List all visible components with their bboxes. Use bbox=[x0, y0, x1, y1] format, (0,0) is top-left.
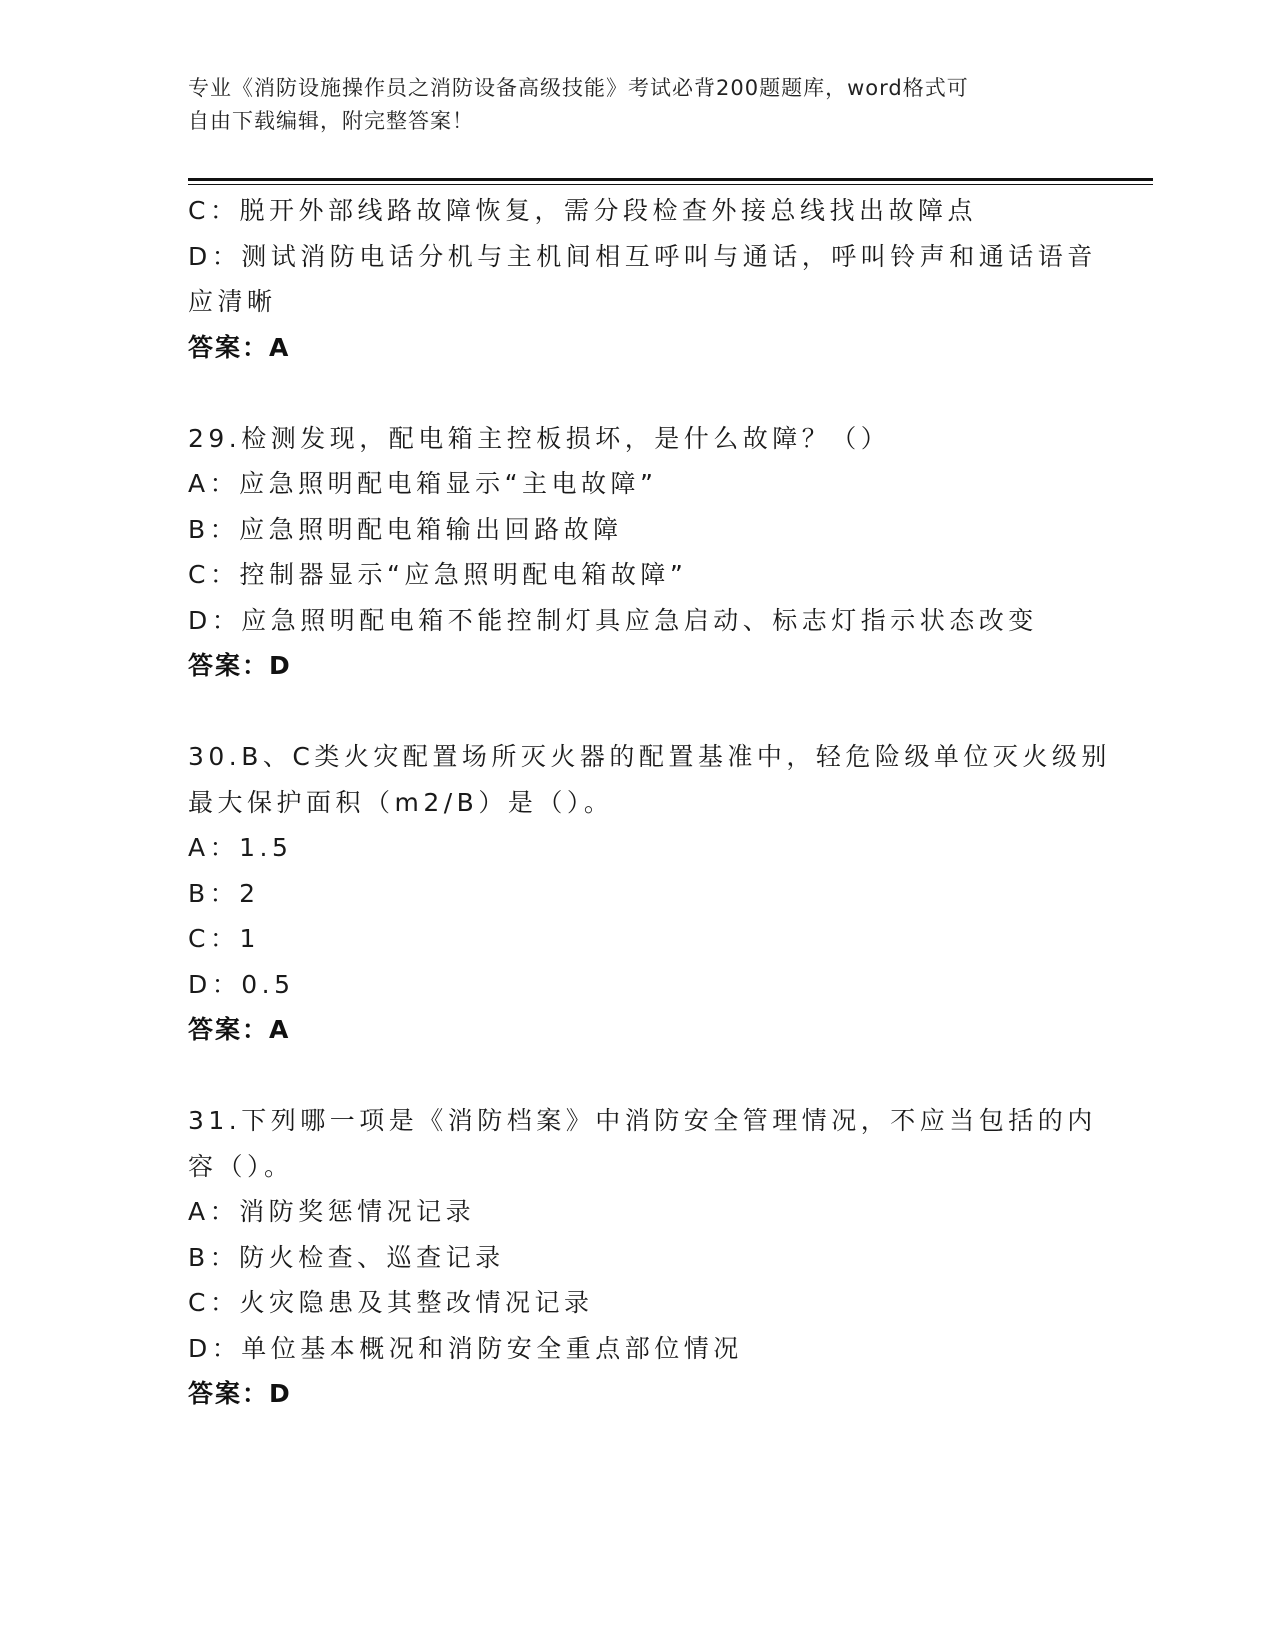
answer-label: 答案： bbox=[188, 332, 270, 362]
answer-line bbox=[188, 643, 1088, 689]
header-rule-thin bbox=[188, 184, 1153, 185]
answer-value: D bbox=[269, 651, 291, 680]
answer-value: D bbox=[269, 1379, 291, 1408]
answer-value: A bbox=[269, 332, 290, 362]
option-d-continued: 应清晰 bbox=[188, 287, 277, 316]
option-a: A：消防奖惩情况记录 bbox=[188, 1197, 476, 1226]
answer-line bbox=[188, 1007, 1088, 1053]
document-header bbox=[188, 72, 1068, 138]
option-d: D：应急照明配电箱不能控制灯具应急启动、标志灯指示状态改变 bbox=[188, 605, 1038, 635]
option-c: C：控制器显示“应急照明配电箱故障” bbox=[188, 560, 688, 589]
option-b: B：应急照明配电箱输出回路故障 bbox=[188, 514, 623, 544]
answer-label: 答案： bbox=[188, 1015, 270, 1044]
question-stem-continued: 容（）。 bbox=[188, 1151, 294, 1181]
question-block-30 bbox=[188, 734, 1111, 1053]
header-rule-thick bbox=[188, 178, 1153, 181]
option-d: D：0.5 bbox=[188, 969, 295, 999]
option-b: B：2 bbox=[188, 878, 260, 908]
header-line-2: 自由下载编辑，附完整答案！ bbox=[188, 109, 474, 133]
answer-value: A bbox=[269, 1015, 290, 1044]
spacer bbox=[188, 689, 1088, 735]
question-stem-continued: 最大保护面积（m2/B）是（）。 bbox=[188, 787, 614, 817]
answer-label: 答案： bbox=[188, 1379, 270, 1408]
answer-line bbox=[188, 1371, 1088, 1417]
option-c: C：脱开外部线路故障恢复，需分段检查外接总线找出故障点 bbox=[188, 196, 977, 225]
answer-label: 答案： bbox=[188, 651, 270, 680]
question-list bbox=[188, 188, 1111, 1417]
option-b: B：防火检查、巡查记录 bbox=[188, 1242, 505, 1272]
option-a: A：1.5 bbox=[188, 833, 293, 862]
spacer bbox=[188, 1053, 1088, 1099]
question-block-28 bbox=[188, 188, 1097, 370]
question-block-29 bbox=[188, 416, 1088, 689]
question-block-31 bbox=[188, 1098, 1097, 1417]
header-line-1: 专业《消防设施操作员之消防设备高级技能》考试必背200题题库，word格式可 bbox=[188, 76, 969, 100]
question-stem: 29.检测发现，配电箱主控板损坏，是什么故障？（） bbox=[188, 423, 891, 453]
option-d: D：单位基本概况和消防安全重点部位情况 bbox=[188, 1333, 743, 1363]
answer-line bbox=[188, 325, 1088, 371]
question-stem: 31.下列哪一项是《消防档案》中消防安全管理情况，不应当包括的内 bbox=[188, 1106, 1097, 1135]
question-stem: 30.B、C类火灾配置场所灭火器的配置基准中，轻危险级单位灭火级别 bbox=[188, 742, 1111, 771]
option-d: D：测试消防电话分机与主机间相互呼叫与通话，呼叫铃声和通话语音 bbox=[188, 241, 1097, 271]
spacer bbox=[188, 370, 1088, 416]
option-c: C：1 bbox=[188, 924, 260, 953]
option-a: A：应急照明配电箱显示“主电故障” bbox=[188, 469, 658, 498]
option-c: C：火灾隐患及其整改情况记录 bbox=[188, 1288, 594, 1317]
